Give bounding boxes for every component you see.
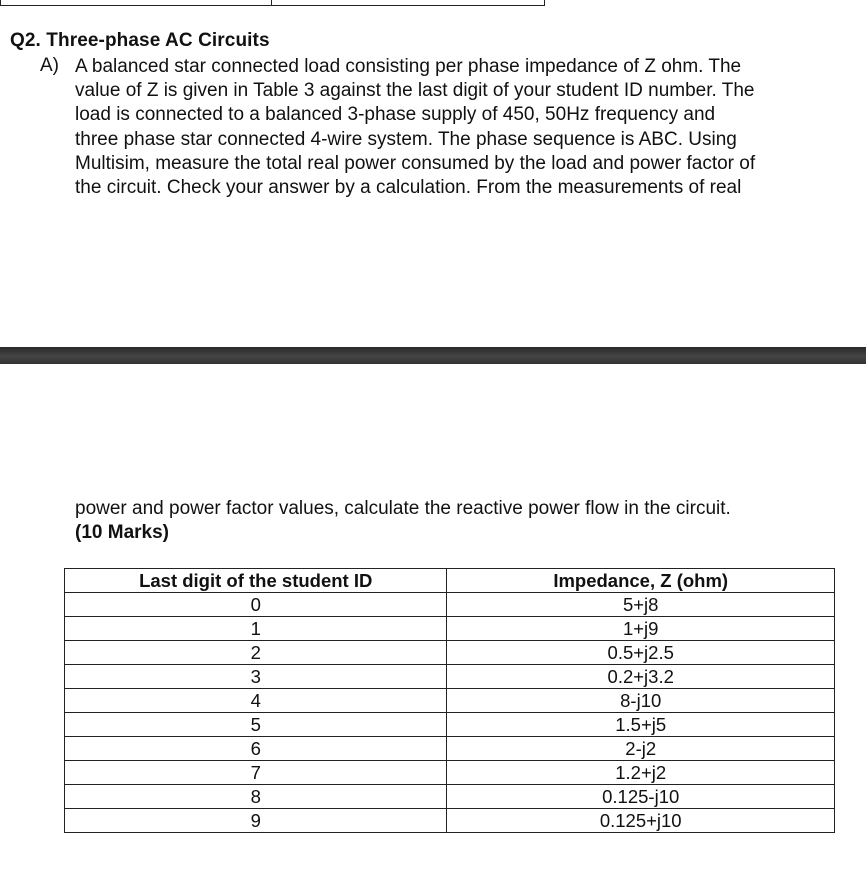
part-label: A): [40, 55, 59, 76]
previous-table-fragment: [0, 0, 545, 6]
table-row: [65, 761, 835, 785]
table-row: [65, 617, 835, 641]
impedance-value: 5+j8: [447, 593, 835, 617]
table-row: [65, 641, 835, 665]
table-row: [65, 593, 835, 617]
student-id-digit: 8: [65, 785, 447, 809]
paragraph-line: Multisim, measure the total real power consumed by the load and power factor of: [75, 152, 756, 174]
student-id-digit: 2: [65, 641, 447, 665]
table-row: [65, 713, 835, 737]
page-break-band: [0, 347, 866, 364]
paragraph-line: A balanced star connected load consisting per phase impedance of Z ohm. The: [75, 56, 742, 77]
table-row: [65, 809, 835, 833]
table-row: [65, 689, 835, 713]
student-id-digit: 5: [65, 713, 447, 737]
question-paragraph-continued: [75, 497, 731, 545]
impedance-value: 0.2+j3.2: [447, 665, 835, 689]
student-id-digit: 4: [65, 689, 447, 713]
impedance-value: 1.5+j5: [447, 713, 835, 737]
paragraph-line: load is connected to a balanced 3-phase supply of 450, 50Hz frequency and: [75, 104, 716, 126]
table-row: [65, 737, 835, 761]
student-id-digit: 6: [65, 737, 447, 761]
student-id-digit: 7: [65, 761, 447, 785]
column-header-impedance: Impedance, Z (ohm): [447, 569, 835, 593]
student-id-digit: 9: [65, 809, 447, 833]
previous-table-divider: [271, 0, 272, 5]
column-header-student-id: Last digit of the student ID: [65, 569, 447, 593]
impedance-value: 1.2+j2: [447, 761, 835, 785]
table-header-row: [65, 569, 835, 593]
student-id-digit: 1: [65, 617, 447, 641]
impedance-value: 0.5+j2.5: [447, 641, 835, 665]
question-paragraph: [75, 55, 845, 200]
question-heading: Q2. Three-phase AC Circuits: [10, 30, 270, 51]
marks-label: (10 Marks): [75, 522, 169, 543]
impedance-value: 0.125-j10: [447, 785, 835, 809]
student-id-digit: 0: [65, 593, 447, 617]
impedance-value: 1+j9: [447, 617, 835, 641]
table-row: [65, 785, 835, 809]
table-row: [65, 665, 835, 689]
paragraph-line: power and power factor values, calculate the reactive power flow in the circuit.: [75, 498, 731, 519]
impedance-value: 8-j10: [447, 689, 835, 713]
paragraph-line: value of Z is given in Table 3 against the last digit of your student ID number. The: [75, 80, 755, 102]
impedance-table: [64, 568, 835, 833]
student-id-digit: 3: [65, 665, 447, 689]
impedance-value: 0.125+j10: [447, 809, 835, 833]
impedance-value: 2-j2: [447, 737, 835, 761]
paragraph-line: the circuit. Check your answer by a calculation. From the measurements of real: [75, 177, 742, 199]
paragraph-line: three phase star connected 4-wire system. The phase sequence is ABC. Using: [75, 128, 737, 150]
